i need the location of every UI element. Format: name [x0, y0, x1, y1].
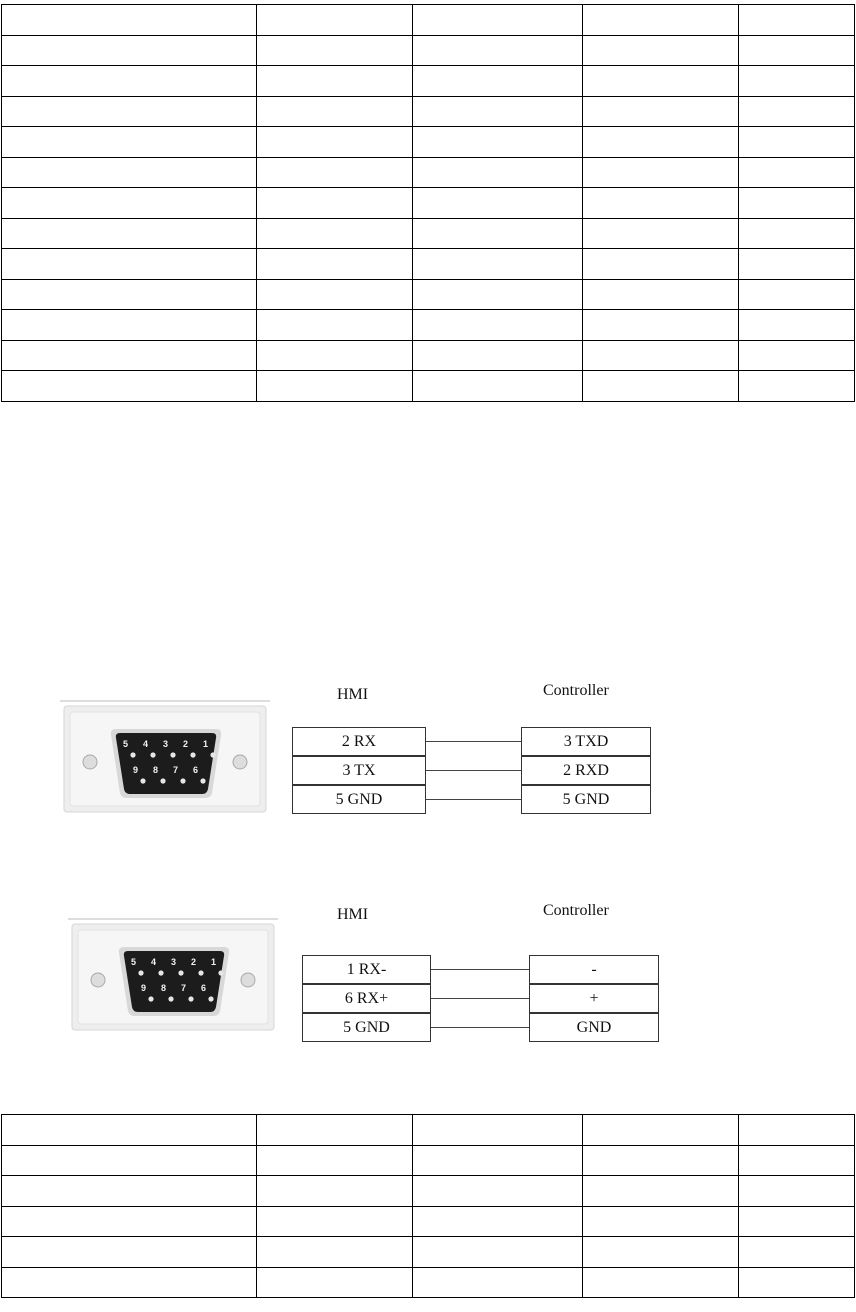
- table-cell: [739, 1267, 855, 1298]
- table-cell: [413, 188, 583, 219]
- table-cell: [583, 35, 739, 66]
- table-cell: [583, 310, 739, 341]
- table-cell: [739, 310, 855, 341]
- table-cell: [413, 249, 583, 280]
- table-cell: [2, 249, 257, 280]
- table-cell: [413, 157, 583, 188]
- db9-pin-number: 6: [193, 765, 199, 775]
- db9-pin-number: 4: [143, 739, 149, 749]
- table-cell: [2, 1267, 257, 1298]
- db9-pin-dot: [158, 970, 163, 975]
- db9-pin-dot: [130, 752, 135, 757]
- table-cell: [583, 1237, 739, 1268]
- table-cell: [257, 35, 413, 66]
- table-cell: [739, 66, 855, 97]
- table-cell: [413, 5, 583, 36]
- db9-pin-dot: [170, 752, 175, 757]
- table-cell: [257, 127, 413, 158]
- rs485-wiring-diagram: [0, 896, 856, 1056]
- db9-pin-number: 3: [163, 739, 169, 749]
- table-row: [2, 218, 855, 249]
- rs232-wiring-diagram: [0, 676, 856, 826]
- table-cell: [2, 310, 257, 341]
- table-cell: [413, 310, 583, 341]
- table-row: [2, 310, 855, 341]
- wire-line: [431, 969, 529, 970]
- table-row: [2, 66, 855, 97]
- db9-pin-number: 5: [123, 739, 129, 749]
- table-row: [2, 279, 855, 310]
- db9-pin-number: 1: [203, 739, 209, 749]
- db9-pin-dot: [180, 778, 185, 783]
- table-cell: [257, 5, 413, 36]
- table-cell: [413, 1145, 583, 1176]
- db9-pin-number: 4: [151, 957, 157, 967]
- controller-pin-label: 5 GND: [521, 785, 651, 814]
- hmi-pin-label: 2 RX: [292, 727, 426, 756]
- db9-pin-number: 8: [153, 765, 159, 775]
- hmi-pin-label: 1 RX-: [302, 955, 431, 984]
- table-cell: [2, 66, 257, 97]
- table-cell: [739, 340, 855, 371]
- table-cell: [739, 1206, 855, 1237]
- controller-column-title: Controller: [543, 682, 609, 699]
- db9-pin-dot: [198, 970, 203, 975]
- table-cell: [583, 1176, 739, 1207]
- table-cell: [2, 1206, 257, 1237]
- bottom-table-body: [2, 1115, 855, 1298]
- table-cell: [257, 249, 413, 280]
- table-cell: [739, 279, 855, 310]
- table-cell: [583, 66, 739, 97]
- table-cell: [739, 371, 855, 402]
- table-cell: [257, 1176, 413, 1207]
- table-cell: [413, 1206, 583, 1237]
- db9-pin-number: 2: [183, 739, 189, 749]
- table-cell: [739, 249, 855, 280]
- table-cell: [257, 1206, 413, 1237]
- wire-line: [431, 998, 529, 999]
- table-cell: [257, 371, 413, 402]
- db9-pin-dot: [200, 778, 205, 783]
- table-cell: [257, 66, 413, 97]
- table-cell: [2, 218, 257, 249]
- table-cell: [583, 1115, 739, 1146]
- table-cell: [2, 279, 257, 310]
- table-cell: [257, 188, 413, 219]
- table-cell: [739, 35, 855, 66]
- table-cell: [257, 310, 413, 341]
- db9-pin-number: 1: [211, 957, 217, 967]
- controller-pin-label: -: [529, 955, 659, 984]
- controller-pin-label: 2 RXD: [521, 756, 651, 785]
- db9-pin-dot: [140, 778, 145, 783]
- table-cell: [2, 35, 257, 66]
- db9-pin-number: 9: [133, 765, 139, 775]
- table-cell: [413, 35, 583, 66]
- table-cell: [2, 157, 257, 188]
- table-cell: [739, 218, 855, 249]
- hmi-column-title: HMI: [337, 906, 369, 923]
- table-cell: [583, 157, 739, 188]
- table-cell: [413, 96, 583, 127]
- db9-pin-number: 7: [173, 765, 179, 775]
- table-cell: [739, 5, 855, 36]
- table-cell: [739, 157, 855, 188]
- db9-pin-number: 9: [141, 983, 147, 993]
- table-cell: [2, 371, 257, 402]
- db9-pin-dot: [168, 996, 173, 1001]
- table-cell: [583, 279, 739, 310]
- table-cell: [2, 1115, 257, 1146]
- table-row: [2, 127, 855, 158]
- top-table-body: [2, 5, 855, 402]
- table-row: [2, 1145, 855, 1176]
- table-row: [2, 340, 855, 371]
- db9-connector-icon: [60, 700, 272, 816]
- table-cell: [2, 340, 257, 371]
- db9-pin-dot: [208, 996, 213, 1001]
- table-cell: [2, 1145, 257, 1176]
- table-cell: [583, 188, 739, 219]
- table-cell: [257, 218, 413, 249]
- table-row: [2, 1267, 855, 1298]
- table-cell: [739, 1176, 855, 1207]
- table-cell: [413, 127, 583, 158]
- table-cell: [583, 371, 739, 402]
- db9-pin-dot: [178, 970, 183, 975]
- table-cell: [2, 1237, 257, 1268]
- db9-pin-dot: [148, 996, 153, 1001]
- table-cell: [583, 249, 739, 280]
- hmi-column-title: HMI: [337, 686, 369, 703]
- wire-line: [426, 741, 521, 742]
- table-cell: [257, 1115, 413, 1146]
- table-row: [2, 5, 855, 36]
- table-cell: [583, 1145, 739, 1176]
- table-cell: [2, 96, 257, 127]
- table-row: [2, 1237, 855, 1268]
- hmi-pin-label: 3 TX: [292, 756, 426, 785]
- controller-pin-label: +: [529, 984, 659, 1013]
- table-cell: [583, 5, 739, 36]
- table-row: [2, 96, 855, 127]
- table-cell: [739, 96, 855, 127]
- table-cell: [413, 1237, 583, 1268]
- table-row: [2, 249, 855, 280]
- table-row: [2, 1206, 855, 1237]
- table-row: [2, 371, 855, 402]
- wire-line: [426, 799, 521, 800]
- controller-pin-label: 3 TXD: [521, 727, 651, 756]
- hmi-pin-label: 6 RX+: [302, 984, 431, 1013]
- table-cell: [257, 157, 413, 188]
- table-cell: [257, 96, 413, 127]
- table-cell: [257, 1145, 413, 1176]
- table-row: [2, 1115, 855, 1146]
- table-cell: [583, 1267, 739, 1298]
- table-cell: [413, 371, 583, 402]
- db9-pin-number: 2: [191, 957, 197, 967]
- db9-pin-dot: [150, 752, 155, 757]
- db9-pin-dot: [160, 778, 165, 783]
- table-row: [2, 1176, 855, 1207]
- table-cell: [413, 1115, 583, 1146]
- db9-pin-dot: [190, 752, 195, 757]
- table-cell: [257, 279, 413, 310]
- table-row: [2, 35, 855, 66]
- db9-pin-number: 8: [161, 983, 167, 993]
- bottom-parameter-table: [1, 1114, 855, 1298]
- table-row: [2, 188, 855, 219]
- table-cell: [257, 1267, 413, 1298]
- table-cell: [413, 1176, 583, 1207]
- table-cell: [413, 218, 583, 249]
- table-cell: [739, 1145, 855, 1176]
- table-cell: [2, 1176, 257, 1207]
- db9-pin-number: 3: [171, 957, 177, 967]
- table-cell: [739, 1237, 855, 1268]
- table-cell: [739, 127, 855, 158]
- hmi-pin-label: 5 GND: [292, 785, 426, 814]
- table-cell: [583, 218, 739, 249]
- controller-pin-label: GND: [529, 1013, 659, 1042]
- table-cell: [583, 340, 739, 371]
- db9-pin-dot: [210, 752, 215, 757]
- table-cell: [583, 127, 739, 158]
- table-cell: [413, 279, 583, 310]
- wire-line: [431, 1027, 529, 1028]
- db9-pin-number: 6: [201, 983, 207, 993]
- hmi-pin-label: 5 GND: [302, 1013, 431, 1042]
- table-cell: [413, 66, 583, 97]
- table-row: [2, 157, 855, 188]
- table-cell: [739, 188, 855, 219]
- table-cell: [413, 340, 583, 371]
- table-cell: [257, 340, 413, 371]
- db9-pin-number: 5: [131, 957, 137, 967]
- top-parameter-table: [1, 4, 855, 402]
- table-cell: [257, 1237, 413, 1268]
- table-cell: [2, 127, 257, 158]
- db9-pin-number: 7: [181, 983, 187, 993]
- table-cell: [2, 188, 257, 219]
- table-cell: [583, 96, 739, 127]
- wire-line: [426, 770, 521, 771]
- db9-pin-dot: [188, 996, 193, 1001]
- controller-column-title: Controller: [543, 902, 609, 919]
- db9-pin-dot: [218, 970, 223, 975]
- db9-pin-dot: [138, 970, 143, 975]
- table-cell: [739, 1115, 855, 1146]
- table-cell: [583, 1206, 739, 1237]
- table-cell: [2, 5, 257, 36]
- db9-connector-icon: [68, 918, 280, 1034]
- table-cell: [413, 1267, 583, 1298]
